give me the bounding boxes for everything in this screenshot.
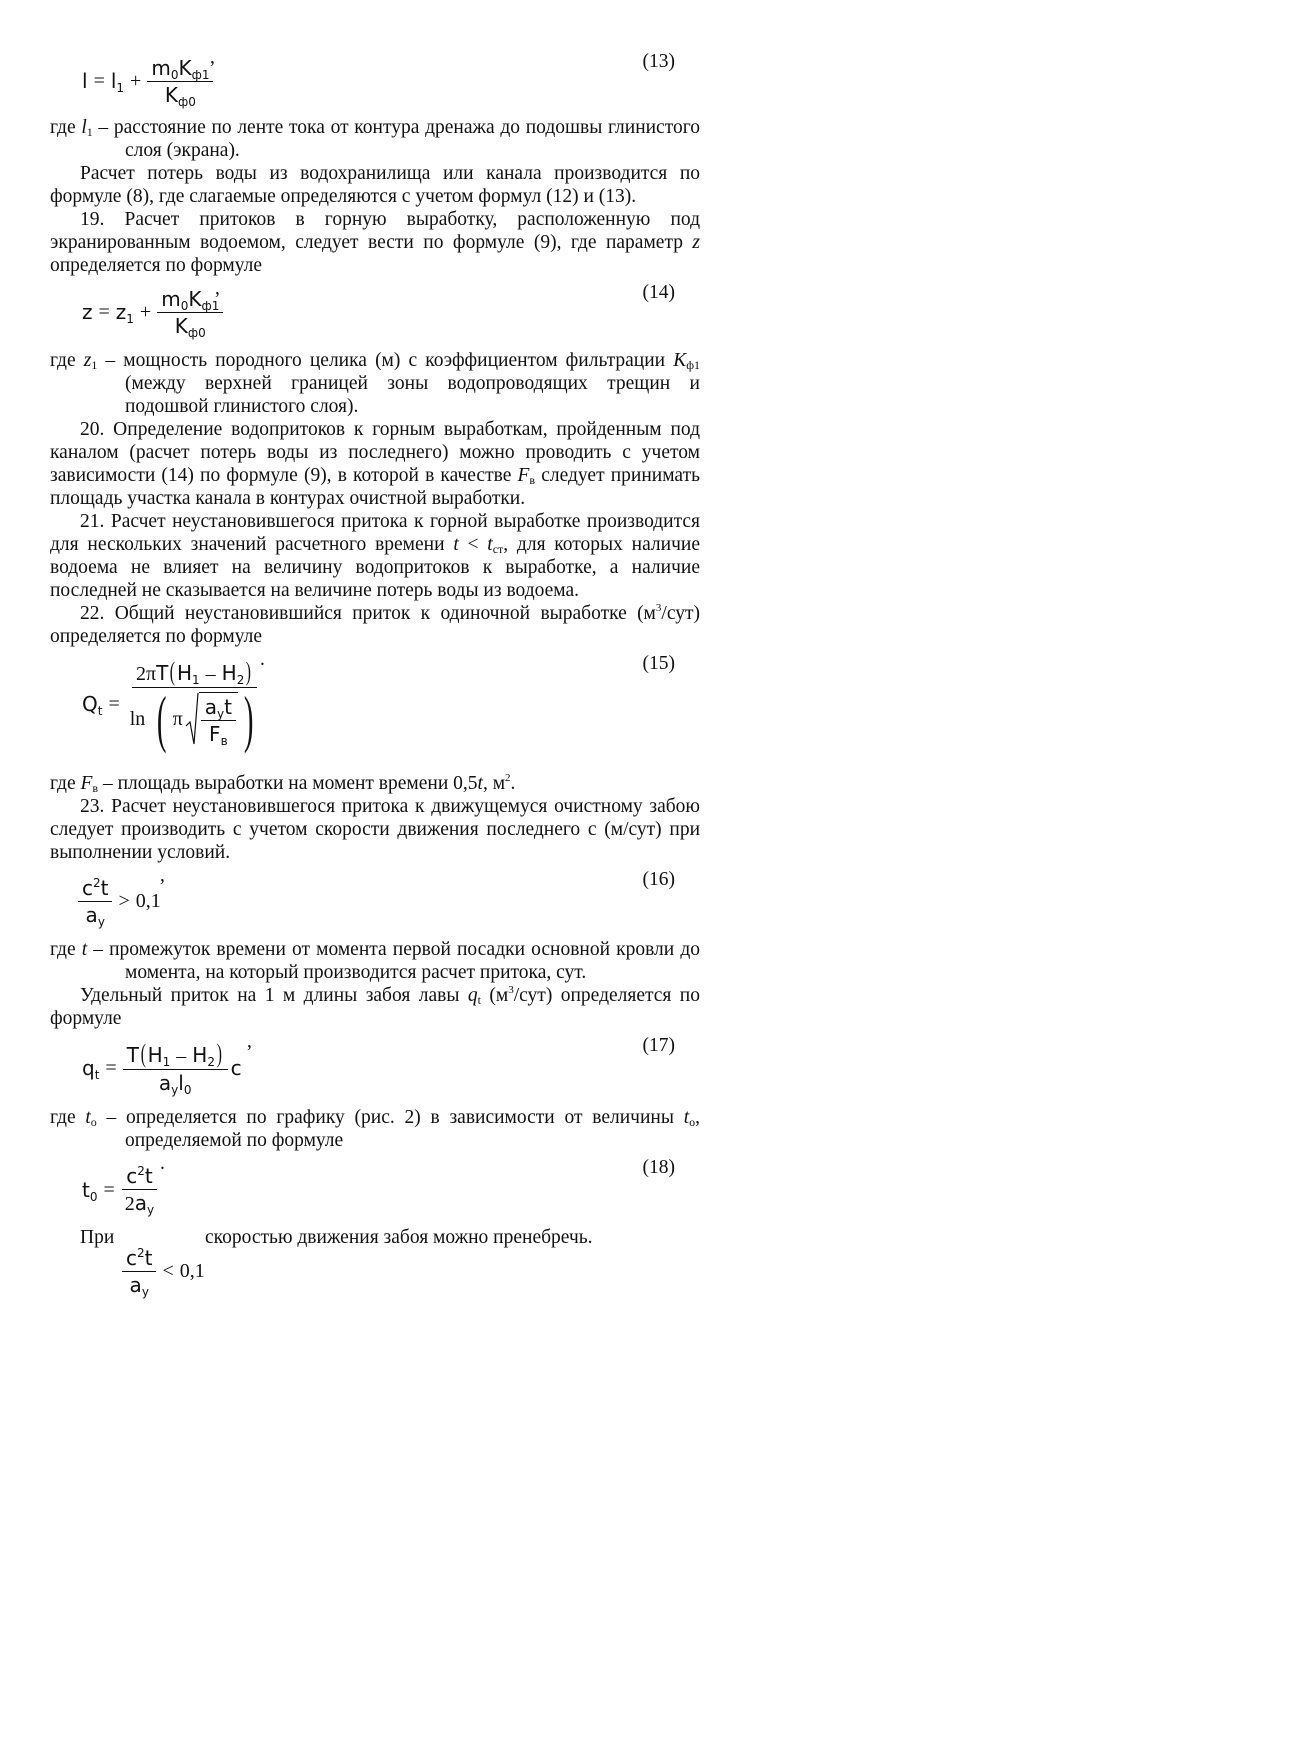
equation-14-number: (14) — [642, 282, 675, 303]
equation-13-number: (13) — [642, 51, 675, 72]
equation-14-formula — [82, 287, 223, 338]
paragraph-22: 22. Общий неустановившийся приток к одиночной выработке $(м^3/сут)$ определяется по формуле — [50, 602, 700, 647]
equation-16-formula: $\frac{c^2t}{a_y}$ > 0,1 — [78, 876, 161, 927]
eq14-lhs: z — [82, 300, 93, 324]
final-text: скоростью движения забоя можно пренебречь. — [205, 1227, 593, 1248]
equation-13 — [50, 46, 700, 116]
paragraph-water-loss: Расчет потерь воды из водохранилища или канала производится по формуле (8), где слагаемые определяются с учетом формул (12) и (13). — [50, 163, 700, 207]
equation-15-punct: . — [260, 649, 265, 670]
definition-F: где Fв – площадь выработки на момент времени 0,5t, $м^2$. — [50, 772, 516, 795]
paragraph-specific-inflow: Удельный приток на 1 м длины забоя лавы qt $(м^3/сут)$ определяется по формуле — [50, 984, 700, 1029]
eq13-l1: $l_1$ — [110, 69, 125, 95]
equation-18-number: (18) — [642, 1157, 675, 1178]
paragraph-19: 19. Расчет притоков в горную выработку, расположенную под экранированным водоемом, следует вести по формуле (9), где параметр z определяется по формуле — [50, 209, 700, 276]
definition-z1: где z1 – мощность породного целика (м) с коэффициентом фильтрации Kф1 (между верхней границей зоны водопроводящих трещин и подошвой глинистого слоя). — [50, 350, 700, 417]
equation-16 — [50, 864, 700, 938]
equation-16-number: (16) — [642, 869, 675, 890]
equation-13-formula — [82, 56, 213, 107]
eq13-plus: + — [130, 70, 142, 92]
final-condition: $\frac{c^2t}{a_y}$ < 0,1 — [122, 1246, 205, 1297]
equation-17-formula: $q_t$ = $\frac{T(H_1 - H_2)}{a_yl_0}$ c — [82, 1039, 242, 1097]
equation-13-punct: , — [210, 47, 215, 68]
eq13-equals: = — [93, 70, 105, 92]
eq15-ln: ln — [129, 708, 146, 730]
eq14-z1: $z_1$ — [115, 300, 134, 326]
final-lead: При — [80, 1227, 115, 1248]
equation-15-number: (15) — [642, 653, 675, 674]
definition-t0: где to – определяется по графику (рис. 2) в зависимости от величины to, определяемой по формуле — [50, 1107, 700, 1151]
eq14-plus: + — [139, 301, 152, 323]
equation-17-number: (17) — [642, 1035, 675, 1056]
paragraph-21: 21. Расчет неустановившегося притока к горной выработке производится для нескольких значений расчетного времени t < tст, для которых наличие водоема не влияет на величину водопритоков к выработке, а наличие последней не сказывается на величине потерь воды из водоема. — [50, 511, 700, 601]
paragraph-20: 20. Определение водопритоков к горным выработкам, пройденным под каналом (расчет потерь воды из последнего) можно проводить с учетом зависимости (14) по формуле (9), в которой в качестве Fв следует принимать площадь участка канала в контурах очистной выработки. — [50, 419, 700, 509]
equation-14-punct: , — [215, 278, 220, 299]
equation-16-punct: , — [160, 865, 165, 886]
eq15-equals: = — [108, 693, 120, 715]
document-page — [50, 46, 700, 1306]
equation-18 — [50, 1152, 700, 1226]
final-remark — [50, 1226, 700, 1306]
definition-l1: где l1 – расстояние по ленте тока от контура дренажа до подошвы глинистого слоя (экрана). — [50, 117, 700, 161]
equation-14 — [50, 277, 700, 349]
equation-15-formula — [82, 657, 263, 754]
eq14-equals: = — [98, 301, 110, 323]
equation-18-punct: . — [160, 1153, 165, 1174]
eq17-lhs: $q_t$ — [82, 1056, 100, 1082]
equation-17-punct: , — [247, 1031, 252, 1052]
eq15-lhs: $Q_t$ — [82, 692, 103, 718]
definition-t: где t – промежуток времени от момента первой посадки основной кровли до момента, на который производится расчет притока, сут. — [50, 939, 700, 983]
eq13-lhs: l — [82, 69, 88, 93]
paragraph-23: 23. Расчет неустановившегося притока к движущемуся очистному забою следует производить с учетом скорости движения последнего с (м/сут) при выполнении условий. — [50, 796, 700, 863]
eq17-fraction: $\frac{T(H_1 - H_2)}{a_yl_0}$ — [123, 1042, 228, 1095]
eq15-fraction: $2\pi T(H_1 - H_2)$ ln ( π $\frac{a_yt}{F_в}$ ) — [126, 660, 264, 749]
equation-15 — [50, 648, 700, 772]
equation-17 — [50, 1030, 700, 1106]
eq14-fraction: $\frac{m_0K_{ф1}}{K_{ф0}}$ — [157, 287, 223, 338]
eq13-fraction: $\frac{m_0K_{ф1}}{K_{ф0}}$ — [147, 56, 213, 107]
eq18-lhs: $t_0$ — [82, 1177, 98, 1204]
eq15-sqrt: $\frac{a_yt}{F_в}$ — [185, 692, 238, 746]
equation-18-formula: $t_0$ = $\frac{c^2t}{2a_y}$ — [82, 1164, 158, 1216]
